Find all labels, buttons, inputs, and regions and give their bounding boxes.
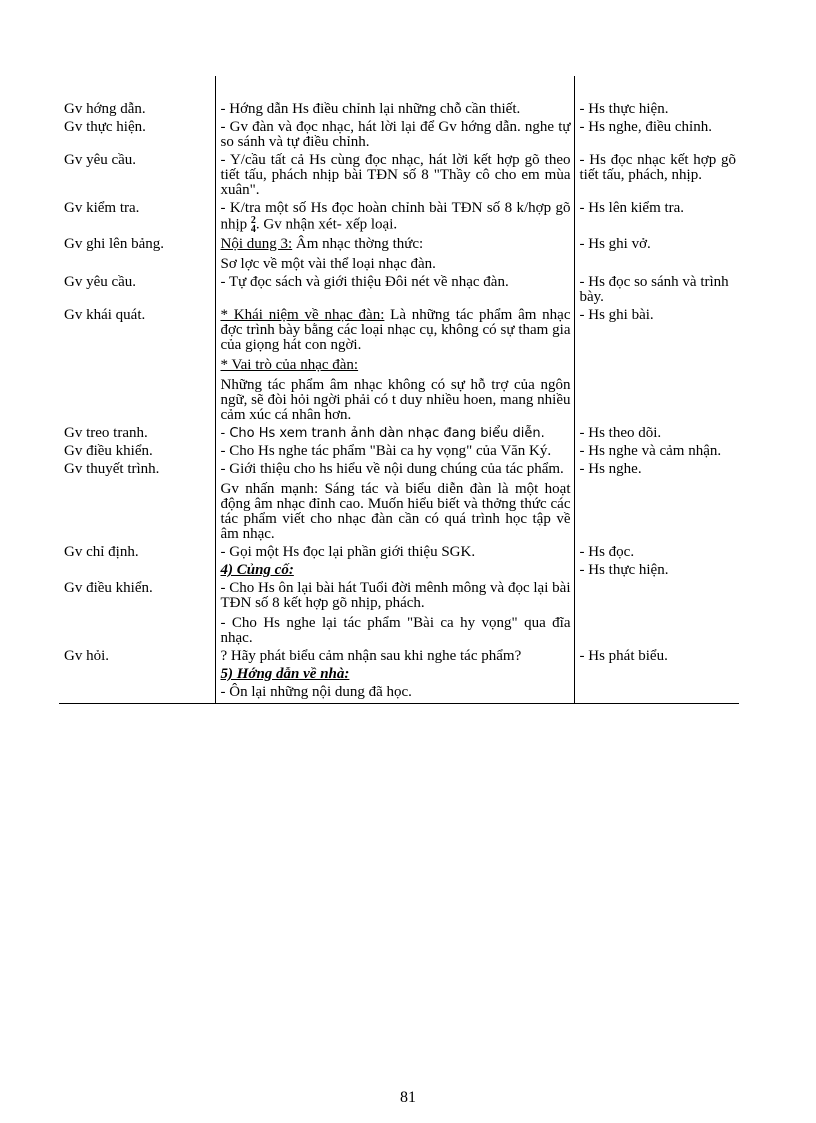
lesson-content: - Gv đàn và đọc nhạc, hát lời lại để Gv hớng dẫn. nghe tự so sánh và tự điều chỉnh. (215, 120, 574, 153)
teacher-activity: Gv khái quát. (64, 307, 146, 323)
role-title: * Vai trò của nhạc đàn: (220, 357, 359, 373)
teacher-activity: Gv điều khiển. (64, 580, 153, 596)
lesson-content: - Hớng dẫn Hs điều chỉnh lại những chỗ cần thiết. (215, 102, 574, 120)
table-row (59, 685, 739, 704)
table-row (59, 120, 739, 153)
section-heading: 4) Củng cố: (220, 562, 294, 578)
table-row (59, 444, 739, 462)
teacher-activity (59, 563, 215, 581)
lesson-content: - Y/cầu tất cả Hs cùng đọc nhạc, hát lời kết hợp gõ theo tiết tấu, phách nhịp bài TĐN số 8 "Thầy cô cho em mùa xuân". (215, 153, 574, 201)
table-row (59, 667, 739, 685)
teacher-activity: Gv thuyết trình. (64, 461, 160, 477)
lesson-content (215, 667, 574, 685)
teacher-activity (59, 685, 215, 704)
lesson-content: - Ôn lại những nội dung đã học. (215, 685, 574, 704)
student-activity (574, 667, 739, 685)
section-heading: 5) Hớng dẫn về nhà: (220, 666, 350, 682)
teacher-activity: Gv treo tranh. (64, 425, 148, 441)
teacher-activity: Gv hớng dẫn. (64, 101, 146, 117)
lesson-content: - Gọi một Hs đọc lại phần giới thiệu SGK. (215, 545, 574, 563)
table-row (59, 237, 739, 275)
table-row (59, 153, 739, 201)
student-activity: - Hs nghe, điều chỉnh. (579, 119, 712, 135)
lesson-content: ? Hãy phát biểu cảm nhận sau khi nghe tác phẩm? (215, 649, 574, 667)
student-activity (574, 685, 739, 704)
teacher-activity: Gv kiểm tra. (64, 200, 140, 216)
section-heading: Nội dung 3: (220, 236, 293, 252)
lesson-content: - K/tra một số Hs đọc hoàn chỉnh bài TĐN số 8 k/hợp gõ nhịp 2 4 . Gv nhận xét- xếp loại. (215, 201, 574, 237)
lesson-content: - Cho Hs nghe tác phẩm "Bài ca hy vọng" của Văn Ký. (215, 444, 574, 462)
lesson-content: - Giới thiệu cho hs hiểu về nội dung chúng của tác phẩm. Gv nhấn mạnh: Sáng tác và biểu diễn đàn là một hoạt động âm nhạc đỉnh cao. Muốn hiểu biết và thởng thức các tác phẩm viết cho nhạc đàn cần có quá trình học tập về âm nhạc. (215, 462, 574, 545)
table-row (59, 649, 739, 667)
lesson-content: - Tự đọc sách và giới thiệu Đôi nét về nhạc đàn. (215, 275, 574, 308)
lesson-content: - Cho Hs xem tranh ảnh dàn nhạc đang biểu diễn. (215, 426, 574, 444)
lesson-content (215, 563, 574, 581)
student-activity: - Hs đọc so sánh và trình bày. (579, 274, 729, 305)
table-row (59, 462, 739, 545)
time-signature: 2 4 (250, 215, 256, 235)
student-activity (574, 581, 739, 649)
table-row (59, 545, 739, 563)
teacher-activity: Gv yêu cầu. (64, 152, 137, 168)
lesson-plan-table (59, 76, 739, 704)
student-activity: - Hs lên kiểm tra. (579, 200, 685, 216)
lesson-content: - Cho Hs ôn lại bài hát Tuổi đời mênh mông và đọc lại bài TĐN số 8 kết hợp gõ nhịp, phách. - Cho Hs nghe lại tác phẩm "Bài ca hy vọng" qua đĩa nhạc. (215, 581, 574, 649)
teacher-activity: Gv chỉ định. (64, 544, 139, 560)
student-activity: - Hs nghe và cảm nhận. (579, 443, 722, 459)
student-activity: - Hs theo dõi. (579, 425, 662, 441)
student-activity: - Hs ghi vở. (579, 236, 651, 252)
teacher-activity: Gv thực hiện. (64, 119, 146, 135)
student-activity: - Hs thực hiện. (579, 101, 669, 117)
student-activity: - Hs ghi bài. (579, 307, 654, 323)
teacher-activity: Gv điều khiển. (64, 443, 153, 459)
student-activity: - Hs phát biểu. (579, 648, 668, 664)
table-row (59, 426, 739, 444)
teacher-activity: Gv hỏi. (64, 648, 109, 664)
student-activity: - Hs đọc. (579, 544, 635, 560)
definition-title: * Khái niệm về nhạc đàn: (220, 307, 385, 323)
table-row (59, 275, 739, 308)
student-activity: - Hs đọc nhạc kết hợp gõ tiết tấu, phách, nhịp. (579, 152, 736, 183)
table-row (59, 201, 739, 237)
teacher-activity: Gv yêu cầu. (64, 274, 137, 290)
lesson-content: Nội dung 3: Âm nhạc thờng thức: Sơ lợc về một vài thể loại nhạc đàn. (215, 237, 574, 275)
student-activity: - Hs thực hiện. (579, 562, 669, 578)
teacher-activity (59, 667, 215, 685)
table-row (59, 308, 739, 426)
student-activity: - Hs nghe. (579, 461, 642, 477)
table-row (59, 581, 739, 649)
table-row (59, 563, 739, 581)
teacher-activity: Gv ghi lên bảng. (64, 236, 164, 252)
table-row (59, 102, 739, 120)
lesson-content: * Khái niệm về nhạc đàn: Là những tác phẩm âm nhạc đợc trình bày bằng các loại nhạc cụ, không có sự tham gia của giọng hát con ngời. * Vai trò của nhạc đàn: Những tác phẩm âm nhạc không có sự hỗ trợ của ngôn ngữ, sẽ đòi hỏi ngời phải có t duy nhiều hoen, mang nhiều cảm xúc cá nhân hơn. (215, 308, 574, 426)
page-number: 81 (400, 1089, 416, 1106)
